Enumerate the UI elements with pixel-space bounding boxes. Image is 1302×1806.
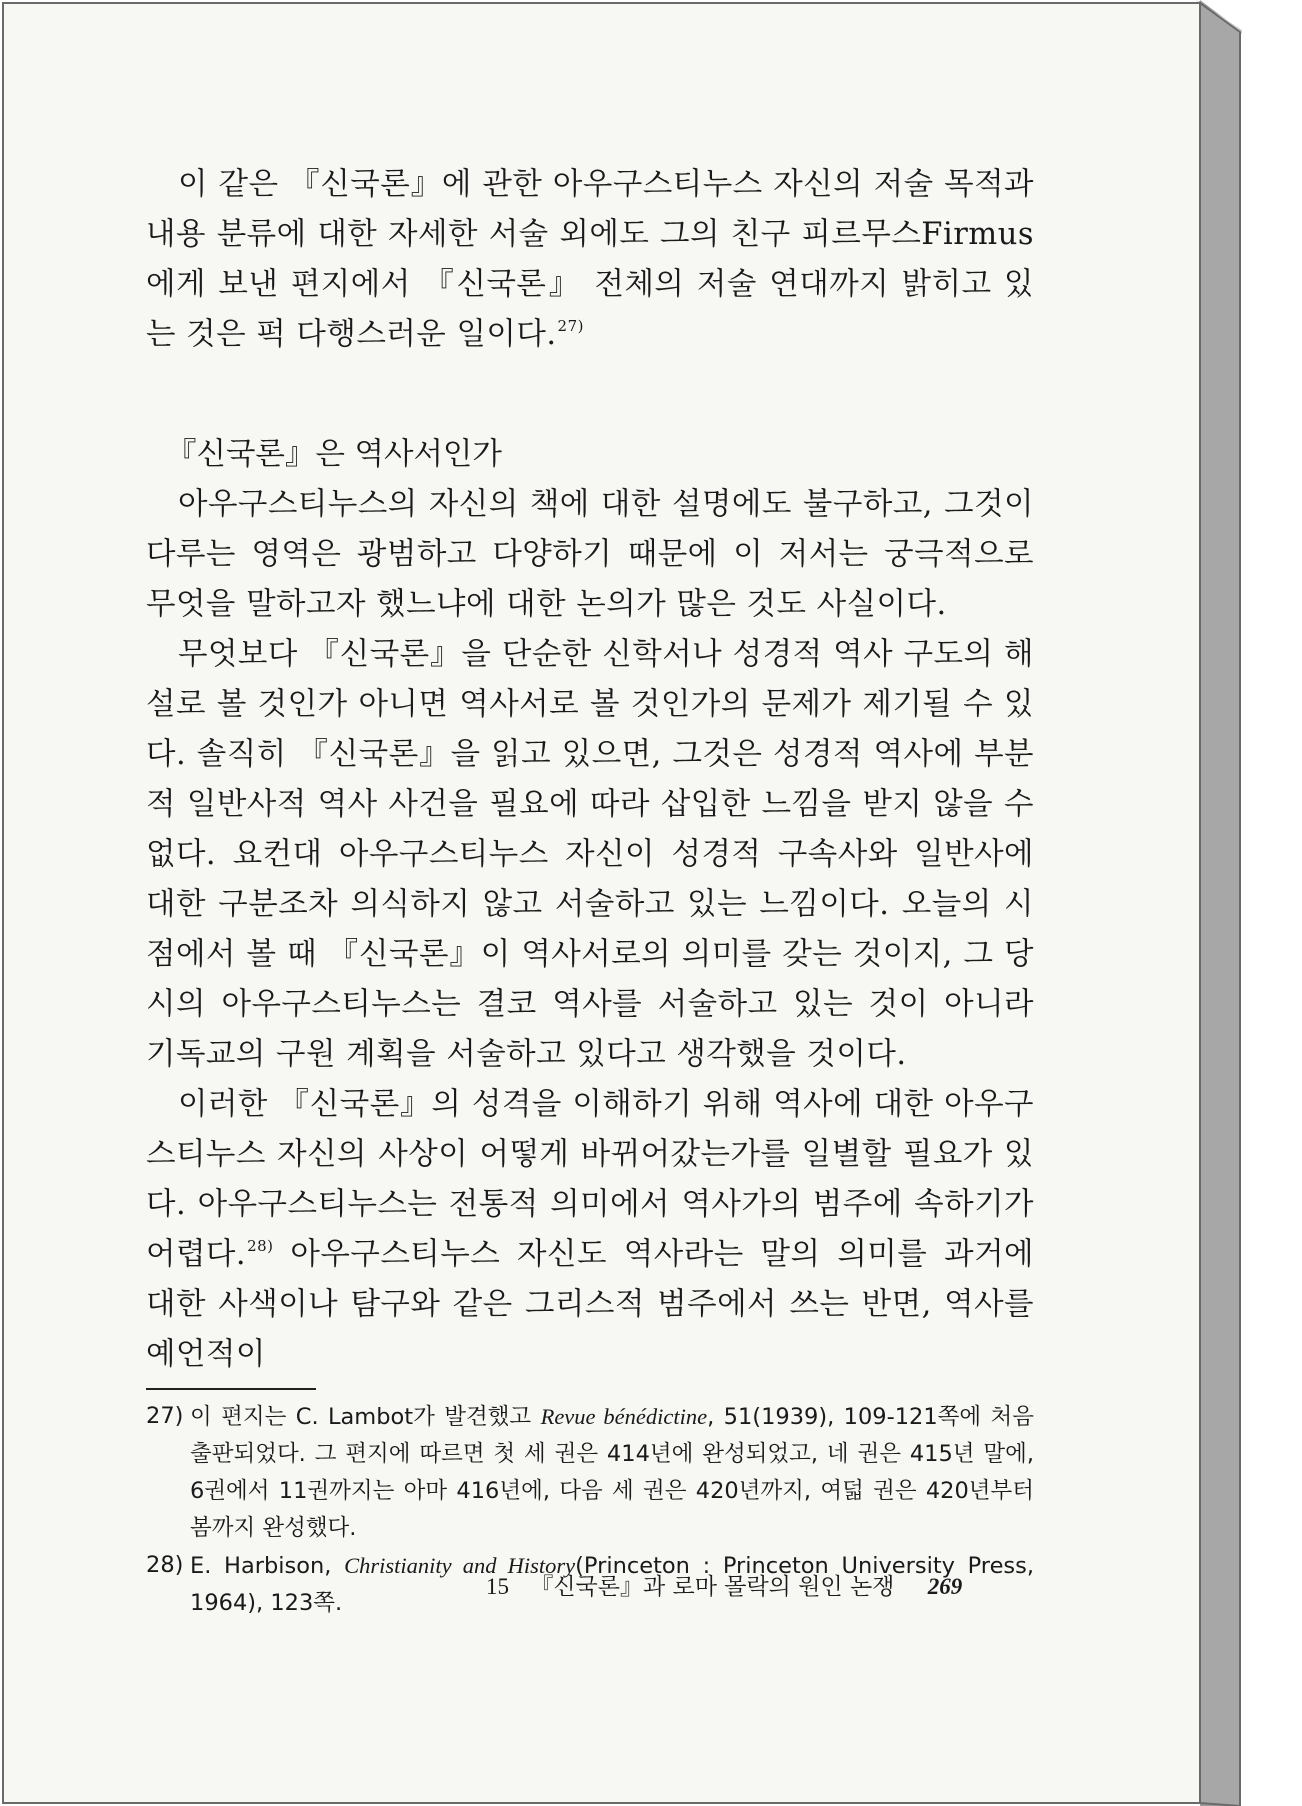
footnote-number: 27) xyxy=(146,1403,184,1429)
footnote-text xyxy=(190,1398,1034,1547)
footnote-text-post: , 51(1939), 109-121쪽에 처음 출판되었다. 그 편지에 따르면 첫 세 권은 414년에 완성되었고, 네 권은 415년 말에, 6권에서 11권까지는 아마 416년에, 다음 세 권은 420년까지, 여덟 권은 420년부터 봄까지 완성했다. xyxy=(190,1404,1034,1541)
paragraph-3: 무엇보다 『신국론』을 단순한 신학서나 성경적 역사 구도의 해설로 볼 것인가 아니면 역사서로 볼 것인가의 문제가 제기될 수 있다. 솔직히 『신국론』을 읽고 있으면, 그것은 성경적 역사에 부분적 일반사적 역사 사건을 필요에 따라 삽입한 느낌을 받지 않을 수 없다. 요컨대 아우구스티누스 자신이 성경적 구속사와 일반사에 대한 구분조차 의식하지 않고 서술하고 있는 느낌이다. 오늘의 시점에서 볼 때 『신국론』이 역사서로의 의미를 갖는 것이지, 그 당시의 아우구스티누스는 결코 역사를 서술하고 있는 것이 아니라 기독교의 구원 계획을 서술하고 있다고 생각했을 것이다. xyxy=(146,637,1034,1072)
chapter-number: 15 xyxy=(486,1574,509,1599)
footnote-ref-28: 28) xyxy=(247,1237,274,1255)
running-footer xyxy=(486,1568,962,1601)
paragraph-1-text: 이 같은 『신국론』에 관한 아우구스티누스 자신의 저술 목적과 내용 분류에 대한 자세한 서술 외에도 그의 친구 피르무스Firmus에게 보낸 편지에서 『신국론』 전체의 저술 연대까지 밝히고 있는 것은 퍽 다행스러운 일이다. xyxy=(146,167,1034,352)
paragraph-4-text-a: 이러한 『신국론』의 성격을 이해하기 위해 역사에 대한 아우구스티누스 자신의 사상이 어떻게 바뀌어갔는가를 일별할 필요가 있다. 아우구스티누스는 전통적 의미에서 역사가의 범주에 속하기가 어렵다. xyxy=(146,1087,1034,1272)
paragraph-1 xyxy=(146,160,1034,360)
footnote-27 xyxy=(146,1398,1034,1547)
footnote-ref-27: 27) xyxy=(557,317,584,335)
page-content xyxy=(146,160,1034,1622)
paragraph-2: 아우구스티누스의 자신의 책에 대한 설명에도 불구하고, 그것이 다루는 영역은 광범하고 다양하기 때문에 이 저서는 궁극적으로 무엇을 말하고자 했느냐에 대한 논의가 많은 것도 사실이다. xyxy=(146,487,1034,622)
chapter-title: 『신국론』과 로마 몰락의 원인 논쟁 xyxy=(530,1574,895,1600)
footnote-journal-title: Revue bénédictine xyxy=(540,1404,708,1429)
paragraph-4 xyxy=(146,1080,1034,1380)
footnote-text-post: (Princeton : Princeton University Press, 1964), 123쪽. xyxy=(190,1553,1035,1616)
paragraph-4-text-b: 아우구스티누스 자신도 역사라는 말의 의미를 과거에 대한 사색이나 탐구와 같은 그리스적 범주에서 쓰는 반면, 역사를 예언적이 xyxy=(146,1237,1034,1372)
footnote-book-title: Christianity and History xyxy=(344,1553,576,1578)
footnote-text-pre: 이 편지는 C. Lambot가 발견했고 xyxy=(190,1404,541,1430)
footnote-divider xyxy=(146,1388,316,1390)
footnote-text-pre: E. Harbison, xyxy=(190,1553,345,1579)
page-number: 269 xyxy=(927,1574,963,1599)
section-heading: 『신국론』은 역사서인가 xyxy=(166,437,502,472)
footnote-number: 28) xyxy=(146,1552,184,1578)
